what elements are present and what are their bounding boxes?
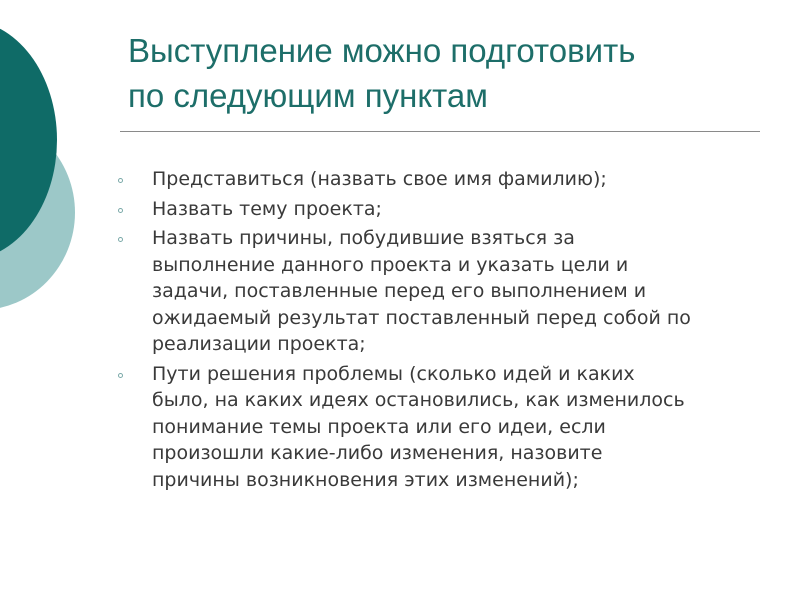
circle-bullet-icon: [118, 373, 123, 378]
bullet-line: Назвать тему проекта;: [152, 197, 382, 220]
bullet-item: [118, 361, 768, 494]
bullet-line: ожидаемый результат поставленный перед собой по: [152, 306, 691, 329]
circle-bullet-icon: [118, 237, 123, 242]
slide-title-line: Выступление можно подготовить: [128, 32, 636, 69]
bullet-item: [118, 166, 768, 193]
bullet-list: [118, 166, 768, 496]
bullet-line: реализации проекта;: [152, 333, 366, 355]
circle-bullet-icon: [118, 208, 123, 213]
bullet-line: произошли какие-либо изменения, назовите: [152, 442, 603, 464]
bullet-line: Представиться (назвать свое имя фамилию);: [152, 168, 607, 190]
bullet-item: [118, 196, 768, 223]
slide-title: [128, 28, 778, 118]
bullet-line: причины возникновения этих изменений);: [152, 468, 579, 491]
bullet-line: Пути решения проблемы (сколько идей и каких: [152, 362, 635, 385]
bullet-line: было, на каких идеях остановились, как изменилось: [152, 389, 685, 411]
bullet-line: Назвать причины, побудившие взяться за: [152, 227, 575, 249]
slide-title-line: по следующим пунктам: [128, 77, 488, 114]
bullet-line: выполнение данного проекта и указать цели и: [152, 253, 629, 276]
bullet-line: задачи, поставленные перед его выполнением и: [152, 280, 647, 302]
circle-bullet-icon: [118, 178, 123, 183]
title-divider: [120, 131, 760, 132]
bullet-item: [118, 225, 768, 358]
bullet-line: понимание темы проекта или его идеи, если: [152, 415, 606, 438]
